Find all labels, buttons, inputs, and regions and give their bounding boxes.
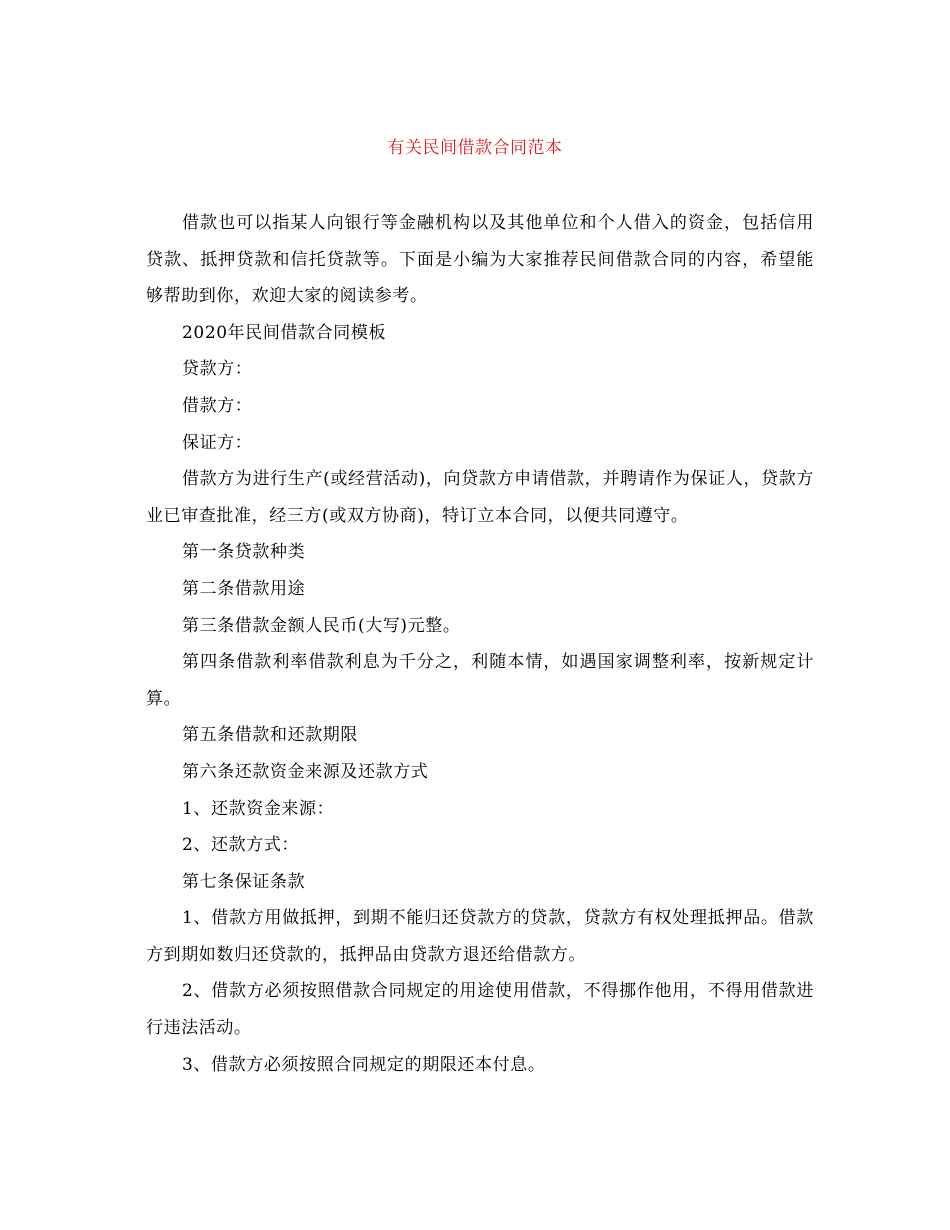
paragraph-article-5: 第五条借款和还款期限 bbox=[182, 725, 358, 746]
document-title: 有关民间借款合同范本 bbox=[387, 138, 563, 158]
paragraph-article-2: 第二条借款用途 bbox=[182, 578, 306, 599]
paragraph-article-4: 第四条借款利率借款利息为千分之，利随本情，如遇国家调整利率，按新规定计算。 bbox=[146, 652, 814, 709]
paragraph-borrower: 借款方： bbox=[182, 395, 253, 416]
paragraph-article-7-item-3: 3、借款方必须按照合同规定的期限还本付息。 bbox=[182, 1054, 546, 1075]
paragraph-preamble: 借款方为进行生产(或经营活动)，向贷款方申请借款，并聘请作为保证人，贷款方业已审查批准，经三方(或双方协商)，特订立本合同，以便共同遵守。 bbox=[146, 469, 814, 526]
paragraph-article-7: 第七条保证条款 bbox=[182, 871, 306, 892]
paragraph-intro: 借款也可以指某人向银行等金融机构以及其他单位和个人借入的资金，包括信用贷款、抵押贷款和信托贷款等。下面是小编为大家推荐民间借款合同的内容，希望能够帮助到你，欢迎大家的阅读参考。 bbox=[146, 213, 814, 307]
paragraph-article-7-item-1: 1、借款方用做抵押，到期不能归还贷款方的贷款，贷款方有权处理抵押品。借款方到期如数归还贷款的，抵押品由贷款方退还给借款方。 bbox=[146, 908, 814, 965]
document-body bbox=[146, 205, 814, 1083]
paragraph-lender: 贷款方： bbox=[182, 359, 253, 380]
paragraph-template-heading: 2020年民间借款合同模板 bbox=[182, 322, 387, 343]
paragraph-article-7-item-2: 2、借款方必须按照借款合同规定的用途使用借款，不得挪作他用，不得用借款进行违法活动。 bbox=[146, 981, 814, 1039]
paragraph-article-6-item-2: 2、还款方式： bbox=[182, 835, 300, 856]
paragraph-article-3: 第三条借款金额人民币(大写)元整。 bbox=[182, 615, 461, 636]
paragraph-article-1: 第一条贷款种类 bbox=[182, 542, 306, 563]
paragraph-guarantor: 保证方： bbox=[182, 432, 253, 453]
paragraph-article-6-item-1: 1、还款资金来源： bbox=[182, 798, 335, 819]
paragraph-article-6: 第六条还款资金来源及还款方式 bbox=[182, 761, 429, 782]
